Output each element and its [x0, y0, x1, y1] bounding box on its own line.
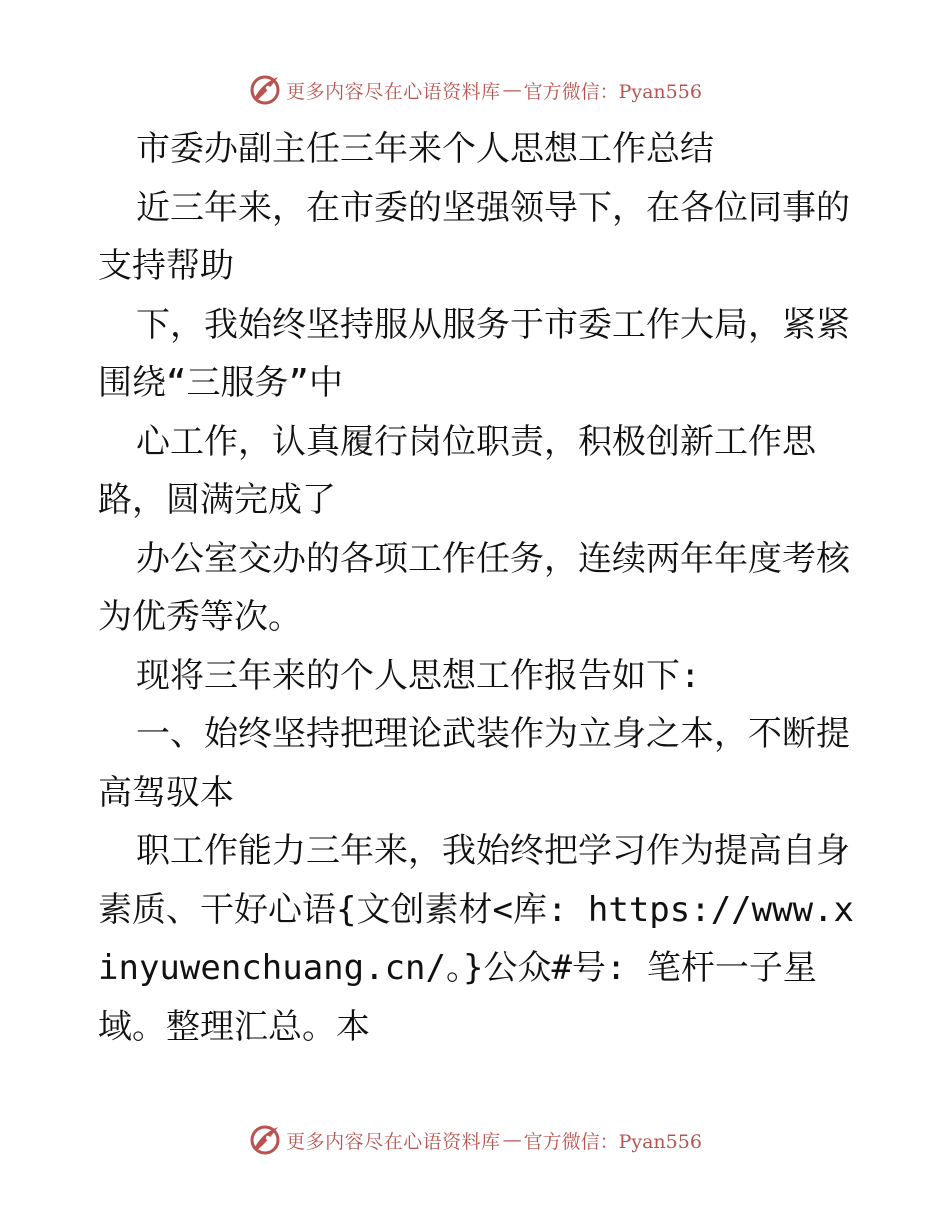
footer-watermark	[0, 1120, 950, 1160]
body-paragraph: 办公室交办的各项工作任务，连续两年年度考核为优秀等次。	[98, 538, 850, 637]
watermark-dash: —	[502, 1129, 522, 1151]
pen-logo-icon	[248, 73, 282, 107]
header-watermark	[0, 70, 950, 110]
document-title: 市委办副主任三年来个人思想工作总结	[136, 129, 714, 169]
body-paragraph: 职工作能力三年来，我始终把学习作为提高自身素质、干好心语{文创素材<库: https://www.xinyuwenchuang.cn/。}公众#号: 笔杆一子星域。整理汇总。本	[98, 831, 854, 1047]
body-paragraph: 近三年来，在市委的坚强领导下，在各位同事的支持帮助	[98, 187, 850, 286]
watermark-dash: —	[502, 79, 522, 101]
document-body	[98, 120, 858, 1056]
body-paragraph: 现将三年来的个人思想工作报告如下:	[136, 655, 701, 696]
watermark-wechat-text: 官方微信：Pyan556	[523, 1130, 702, 1153]
watermark-main-text: 更多内容尽在心语资料库	[286, 80, 501, 103]
watermark-wechat-text: 官方微信：Pyan556	[523, 80, 702, 103]
body-paragraph: 下，我始终坚持服从服务于市委工作大局，紧紧围绕“三服务”中	[98, 304, 850, 403]
body-paragraph: 心工作，认真履行岗位职责，积极创新工作思路，圆满完成了	[98, 421, 816, 520]
body-paragraph: 一、始终坚持把理论武装作为立身之本，不断提高驾驭本	[98, 714, 850, 813]
pen-logo-icon	[248, 1123, 282, 1157]
watermark-main-text: 更多内容尽在心语资料库	[286, 1130, 501, 1153]
